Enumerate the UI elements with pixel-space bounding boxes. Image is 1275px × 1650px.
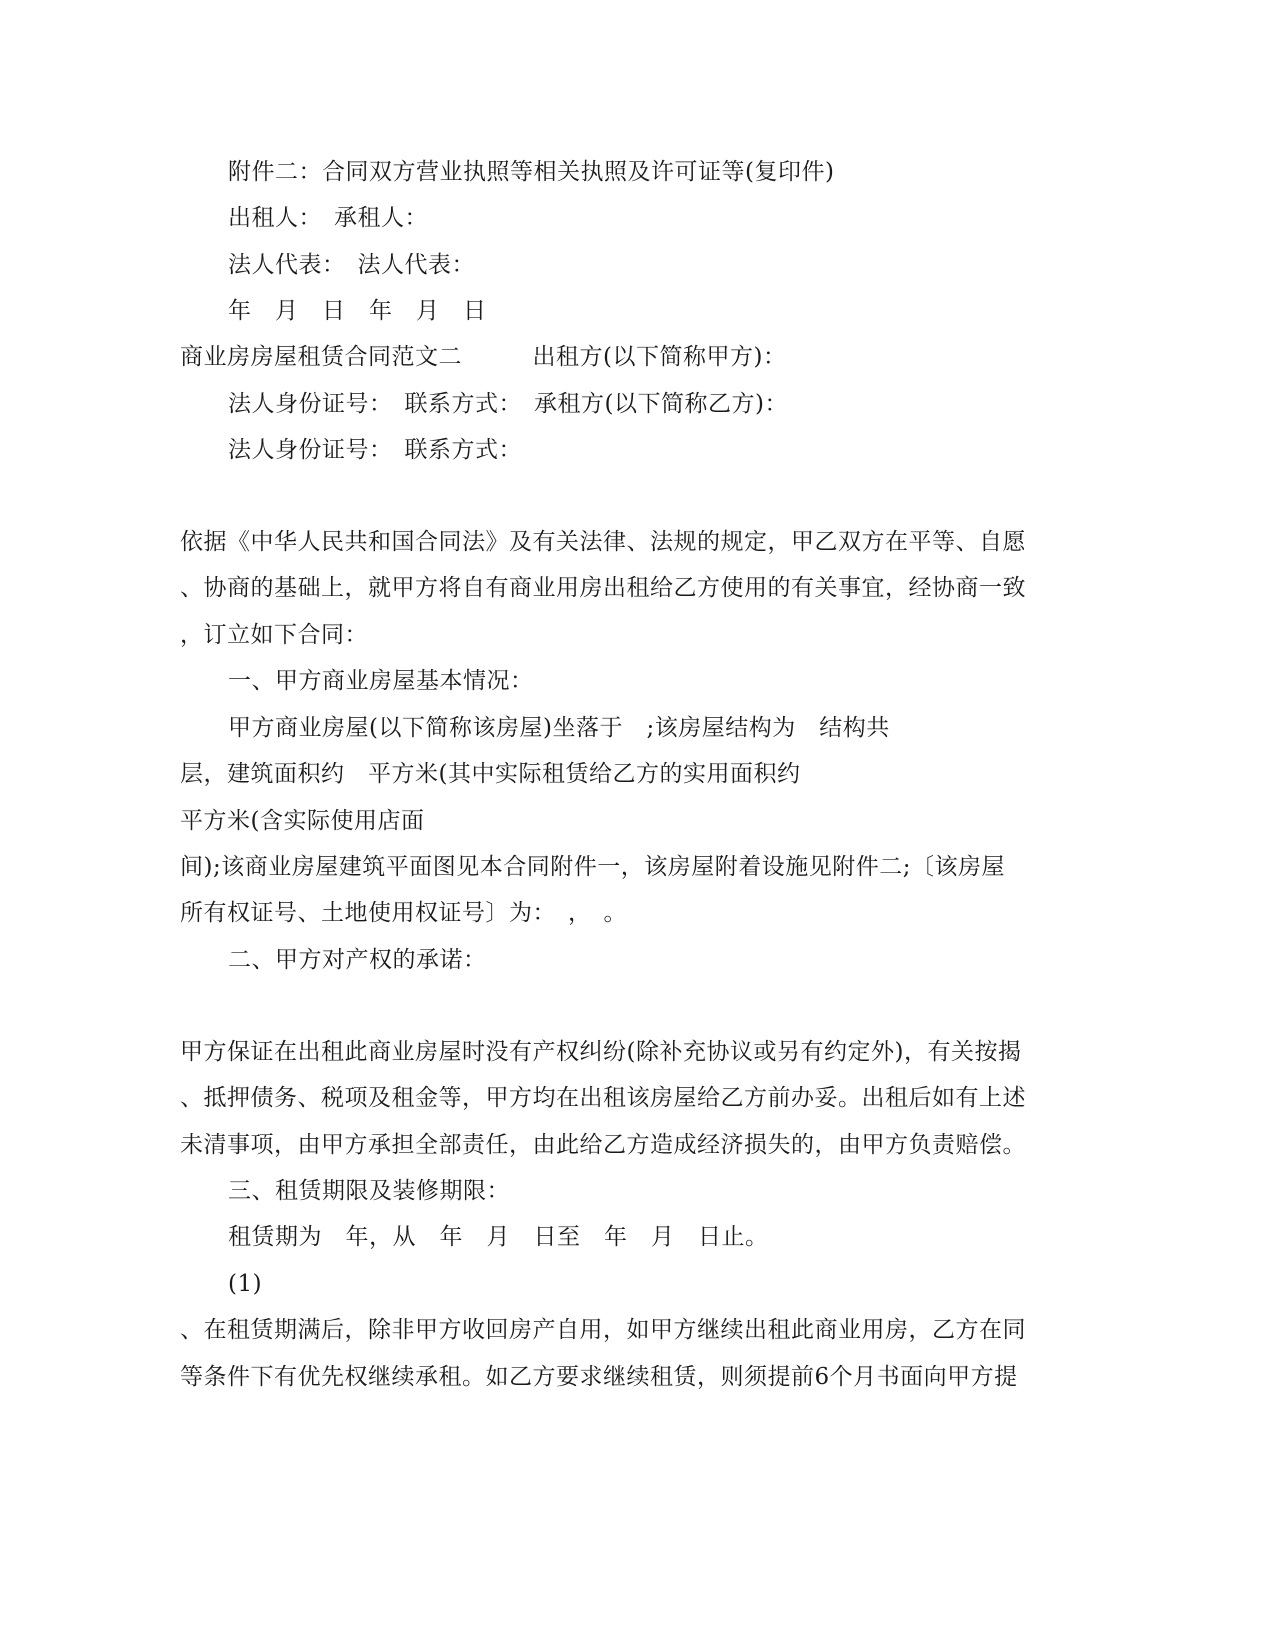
contract-title-line: 商业房房屋租赁合同范文二 出租方(以下简称甲方)：: [180, 344, 787, 370]
paragraph-line: ，订立如下合同：: [180, 622, 368, 648]
lessor-lessee-signature-line: 出租人： 承租人：: [228, 205, 428, 231]
paragraph-line: 未清事项，由甲方承担全部责任，由此给乙方造成经济损失的，由甲方负责赔偿。: [180, 1132, 1026, 1158]
party-b-id-line: 法人身份证号： 联系方式：: [228, 437, 522, 463]
paragraph-line: 甲方商业房屋(以下简称该房屋)坐落于 ;该房屋结构为 结构共: [228, 715, 890, 741]
paragraph-line: 所有权证号、土地使用权证号〕为： ， 。: [180, 900, 627, 926]
paragraph-line: 等条件下有优先权继续承租。如乙方要求继续租赁，则须提前6个月书面向甲方提: [180, 1364, 1018, 1390]
legal-representative-line: 法人代表： 法人代表：: [228, 252, 475, 278]
section-two-heading: 二、甲方对产权的承诺：: [228, 947, 487, 973]
section-three-heading: 三、租赁期限及装修期限：: [228, 1178, 510, 1204]
paragraph-line: 甲方保证在出租此商业房屋时没有产权纠纷(除补充协议或另有约定外)，有关按揭: [180, 1039, 1022, 1065]
paragraph-line: 间);该商业房屋建筑平面图见本合同附件一，该房屋附着设施见附件二;〔该房屋: [180, 854, 1005, 880]
paragraph-line: 平方米(含实际使用店面: [180, 808, 425, 834]
item-number: (1): [228, 1271, 263, 1297]
paragraph-line: 、协商的基础上，就甲方将自有商业用房出租给乙方使用的有关事宜，经协商一致: [180, 575, 1026, 601]
paragraph-line: 依据《中华人民共和国合同法》及有关法律、法规的规定，甲乙双方在平等、自愿: [180, 529, 1026, 555]
paragraph-line: 、在租赁期满后，除非甲方收回房产自用，如甲方继续出租此商业用房，乙方在同: [180, 1317, 1026, 1343]
attachment-two-line: 附件二：合同双方营业执照等相关执照及许可证等(复印件): [228, 159, 835, 185]
paragraph-line: 层，建筑面积约 平方米(其中实际租赁给乙方的实用面积约: [180, 761, 801, 787]
paragraph-line: 租赁期为 年，从 年 月 日至 年 月 日止。: [228, 1224, 769, 1250]
date-line: 年 月 日 年 月 日: [228, 298, 487, 324]
section-one-heading: 一、甲方商业房屋基本情况：: [228, 668, 534, 694]
paragraph-line: 、抵押债务、税项及租金等，甲方均在出租该房屋给乙方前办妥。出租后如有上述: [180, 1085, 1026, 1111]
party-a-id-line: 法人身份证号： 联系方式： 承租方(以下简称乙方)：: [228, 391, 788, 417]
